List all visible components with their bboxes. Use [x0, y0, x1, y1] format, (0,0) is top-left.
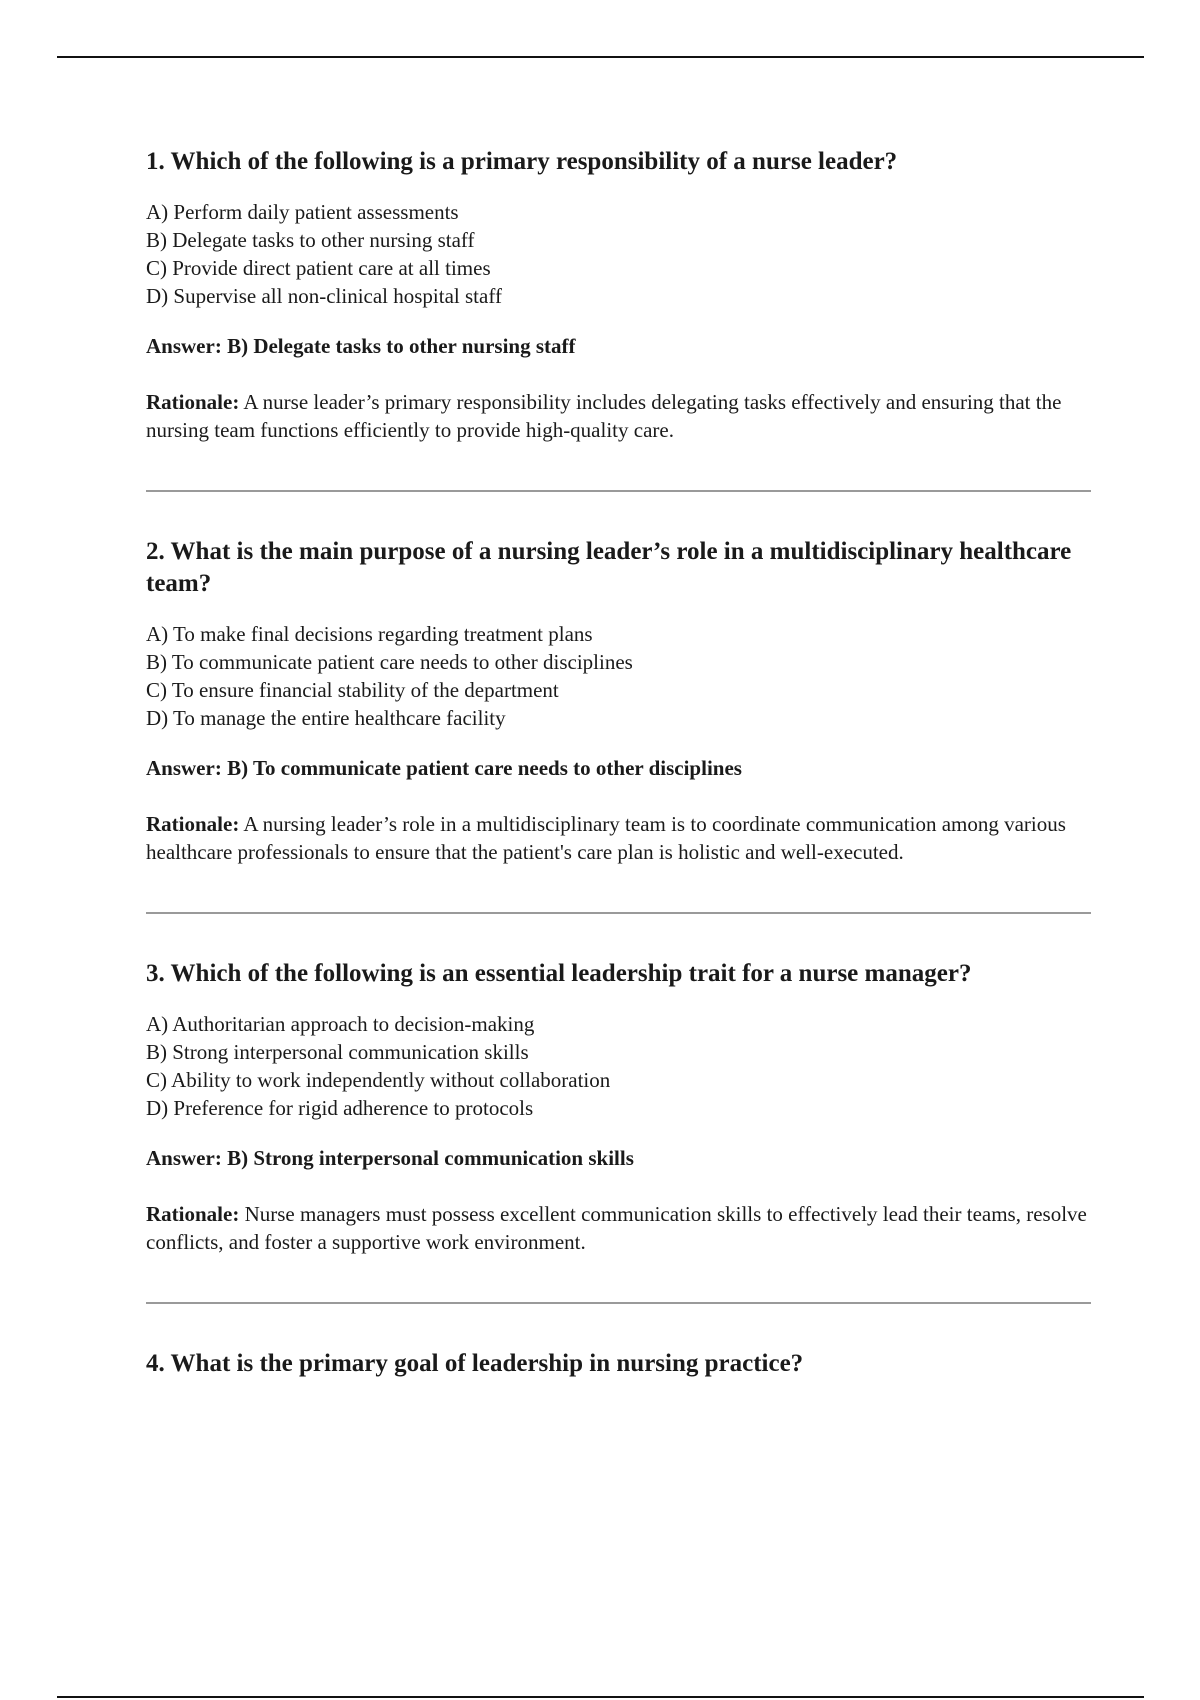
- question-4: [146, 1348, 1091, 1380]
- option-a: A) To make final decisions regarding treatment plans: [146, 622, 593, 646]
- section-divider: [146, 1302, 1091, 1304]
- option-c: C) Ability to work independently without collaboration: [146, 1068, 611, 1092]
- answer-line: Answer: B) Delegate tasks to other nursing staff: [146, 334, 576, 358]
- rationale-text: A nursing leader’s role in a multidisciplinary team is to coordinate communication among various healthcare professionals to ensure that the patient's care plan is holistic and well-executed.: [146, 812, 1066, 864]
- document-body: [146, 146, 1091, 1400]
- section-divider: [146, 490, 1091, 492]
- rationale: [146, 1200, 1091, 1256]
- option-d: D) Preference for rigid adherence to protocols: [146, 1096, 534, 1120]
- option-a: A) Authoritarian approach to decision-making: [146, 1012, 535, 1036]
- rationale-text: A nurse leader’s primary responsibility includes delegating tasks effectively and ensuring that the nursing team functions efficiently to provide high-quality care.: [146, 390, 1062, 442]
- option-d: D) Supervise all non-clinical hospital staff: [146, 284, 502, 308]
- answer-line: Answer: B) Strong interpersonal communication skills: [146, 1146, 634, 1170]
- option-b: B) Strong interpersonal communication skills: [146, 1040, 529, 1064]
- options-list: [146, 620, 1091, 732]
- rationale-text: Nurse managers must possess excellent communication skills to effectively lead their teams, resolve conflicts, and foster a supportive work environment.: [146, 1202, 1087, 1254]
- question-title: 2. What is the main purpose of a nursing leader’s role in a multidisciplinary healthcare team?: [146, 538, 1072, 597]
- answer-line: Answer: B) To communicate patient care needs to other disciplines: [146, 756, 742, 780]
- question-title: 4. What is the primary goal of leadership in nursing practice?: [146, 1350, 804, 1377]
- page-bottom-rule: [57, 1696, 1144, 1698]
- section-divider: [146, 912, 1091, 914]
- option-c: C) To ensure financial stability of the department: [146, 678, 559, 702]
- option-d: D) To manage the entire healthcare facility: [146, 706, 506, 730]
- question-2: [146, 536, 1091, 866]
- option-c: C) Provide direct patient care at all times: [146, 256, 491, 280]
- option-b: B) To communicate patient care needs to other disciplines: [146, 650, 633, 674]
- rationale: [146, 810, 1091, 866]
- option-a: A) Perform daily patient assessments: [146, 200, 459, 224]
- option-b: B) Delegate tasks to other nursing staff: [146, 228, 475, 252]
- question-1: [146, 146, 1091, 444]
- options-list: [146, 198, 1091, 310]
- question-3: [146, 958, 1091, 1256]
- question-title: 1. Which of the following is a primary responsibility of a nurse leader?: [146, 148, 898, 175]
- question-title: 3. Which of the following is an essential leadership trait for a nurse manager?: [146, 960, 972, 987]
- rationale-label: Rationale:: [146, 1202, 240, 1226]
- options-list: [146, 1010, 1091, 1122]
- rationale: [146, 388, 1091, 444]
- rationale-label: Rationale:: [146, 812, 240, 836]
- page-top-rule: [57, 56, 1144, 58]
- rationale-label: Rationale:: [146, 390, 240, 414]
